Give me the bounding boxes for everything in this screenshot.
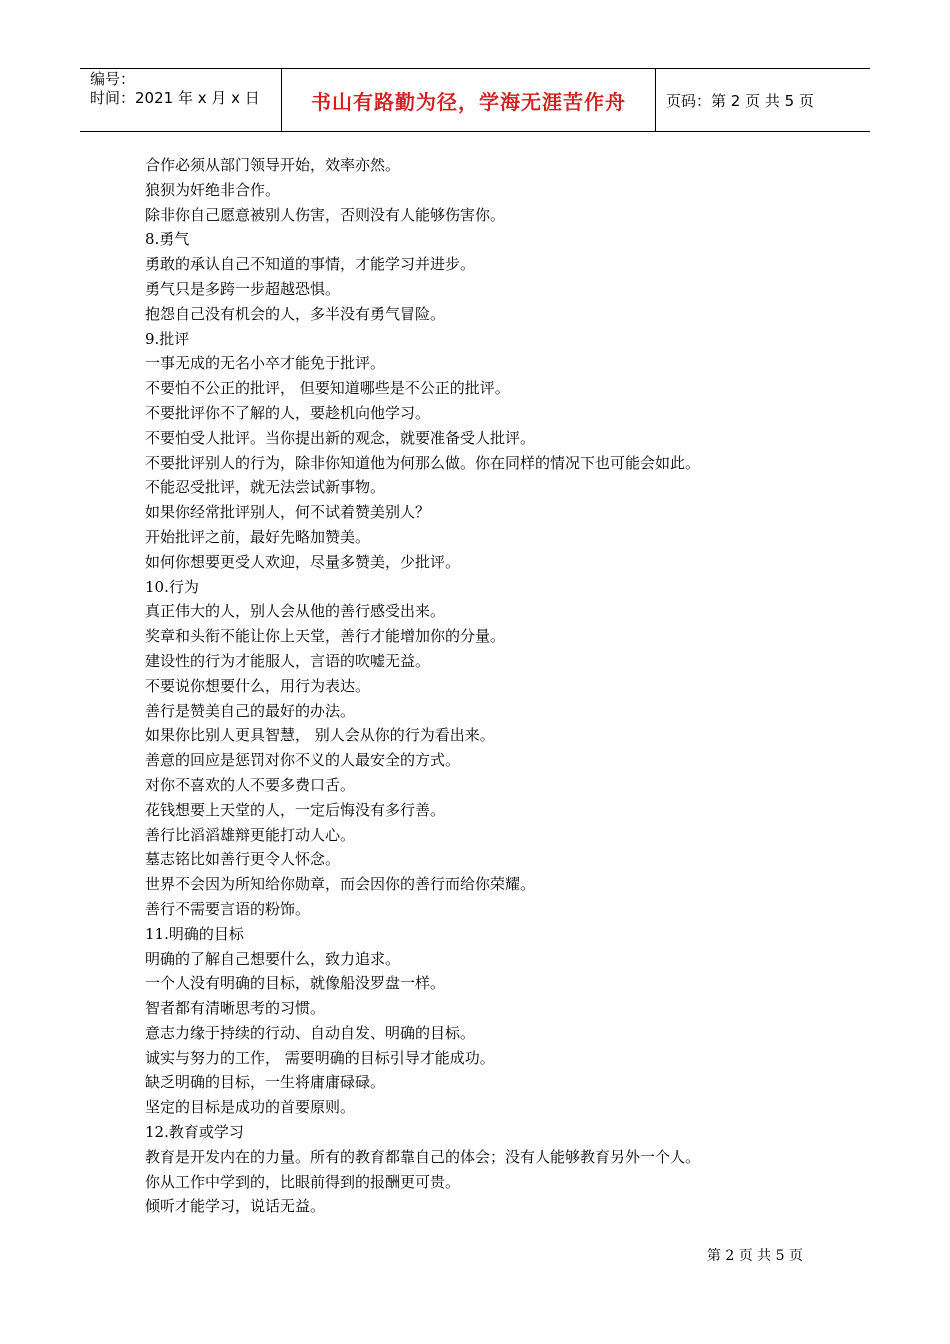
body-text-line: 对你不喜欢的人不要多费口舌。 (145, 775, 356, 794)
body-text-line: 倾听才能学习，说话无益。 (145, 1197, 326, 1216)
body-text-line: 合作必须从部门领导开始，效率亦然。 (145, 156, 401, 174)
section-heading: 10.行为 (145, 577, 199, 596)
header-left-cell (80, 69, 282, 131)
section-heading: 12.教育或学习 (145, 1123, 244, 1142)
header-right-cell (656, 69, 870, 131)
body-text-line: 善行不需要言语的粉饰。 (145, 899, 311, 918)
body-text-line: 一事无成的无名小卒才能免于批评。 (145, 354, 386, 373)
body-text-line: 善意的回应是惩罚对你不义的人最安全的方式。 (145, 751, 461, 770)
body-text-line: 不要批评你不了解的人，要趁机向他学习。 (145, 403, 431, 422)
header-motto: 书山有路勤为径，学海无涯苦作舟 (311, 89, 626, 114)
body-text-line: 花钱想要上天堂的人，一定后悔没有多行善。 (145, 800, 446, 819)
body-text-line: 真正伟大的人，别人会从他的善行感受出来。 (145, 602, 446, 621)
body-text-line: 明确的了解自己想要什么，致力追求。 (145, 949, 401, 968)
document-code-label: 编号： (90, 70, 136, 88)
body-text-line: 意志力缘于持续的行动、自动自发、明确的目标。 (145, 1023, 476, 1042)
body-text-line: 不要怕受人批评。当你提出新的观念，就要准备受人批评。 (145, 428, 536, 447)
header-center-cell (282, 69, 656, 131)
body-text-line: 勇气只是多跨一步超越恐惧。 (145, 279, 341, 298)
body-text-line: 开始批评之前，最好先略加赞美。 (145, 527, 371, 546)
body-text-line: 你从工作中学到的，比眼前得到的报酬更可贵。 (145, 1172, 461, 1191)
page-header (80, 68, 870, 132)
body-text-line: 奖章和头衔不能让你上天堂，善行才能增加你的分量。 (145, 627, 506, 646)
body-text-line: 世界不会因为所知给你勋章，而会因你的善行而给你荣耀。 (145, 875, 536, 894)
body-text-line: 不能忍受批评，就无法尝试新事物。 (145, 478, 386, 497)
body-text-line: 勇敢的承认自己不知道的事情，才能学习并进步。 (145, 255, 476, 274)
body-text-line: 不要批评别人的行为，除非你知道他为何那么做。你在同样的情况下也可能会如此。 (145, 453, 701, 472)
body-text-line: 缺乏明确的目标，一生将庸庸碌碌。 (145, 1073, 386, 1092)
section-heading: 9.批评 (145, 329, 190, 348)
body-text-line: 善行比滔滔雄辩更能打动人心。 (145, 825, 356, 844)
body-text-line: 智者都有清晰思考的习惯。 (145, 999, 326, 1018)
body-text-line: 狼狈为奸绝非合作。 (145, 180, 281, 199)
body-text-line: 墓志铭比如善行更令人怀念。 (145, 850, 341, 869)
body-text-line: 善行是赞美自己的最好的办法。 (145, 701, 356, 720)
document-body (145, 153, 825, 1219)
body-text-line: 建设性的行为才能服人，言语的吹嘘无益。 (145, 651, 431, 670)
section-heading: 11.明确的目标 (145, 924, 244, 943)
body-text-line: 抱怨自己没有机会的人，多半没有勇气冒险。 (145, 304, 446, 323)
body-text-line: 不要怕不公正的批评， 但要知道哪些是不公正的批评。 (145, 379, 510, 398)
page-footer-number: 第 2 页 共 5 页 (706, 1248, 803, 1264)
body-text-line: 坚定的目标是成功的首要原则。 (145, 1098, 356, 1117)
body-text-line: 如果你比别人更具智慧， 别人会从你的行为看出来。 (145, 726, 495, 745)
body-text-line: 除非你自己愿意被别人伤害，否则没有人能够伤害你。 (145, 205, 506, 224)
body-text-line: 如果你经常批评别人，何不试着赞美别人？ (145, 503, 431, 522)
section-heading: 8.勇气 (145, 230, 190, 249)
body-text-line: 如何你想要更受人欢迎，尽量多赞美，少批评。 (145, 552, 461, 571)
body-text-line: 一个人没有明确的目标，就像船没罗盘一样。 (145, 974, 446, 993)
body-text-line: 诚实与努力的工作， 需要明确的目标引导才能成功。 (145, 1048, 495, 1067)
body-text-line: 教育是开发内在的力量。所有的教育都靠自己的体会；没有人能够教育另外一个人。 (145, 1147, 701, 1166)
document-date-label: 时间：2021 年 x 月 x 日 (90, 89, 260, 107)
body-text-line: 不要说你想要什么，用行为表达。 (145, 676, 371, 695)
header-page-number: 页码：第 2 页 共 5 页 (666, 91, 814, 110)
